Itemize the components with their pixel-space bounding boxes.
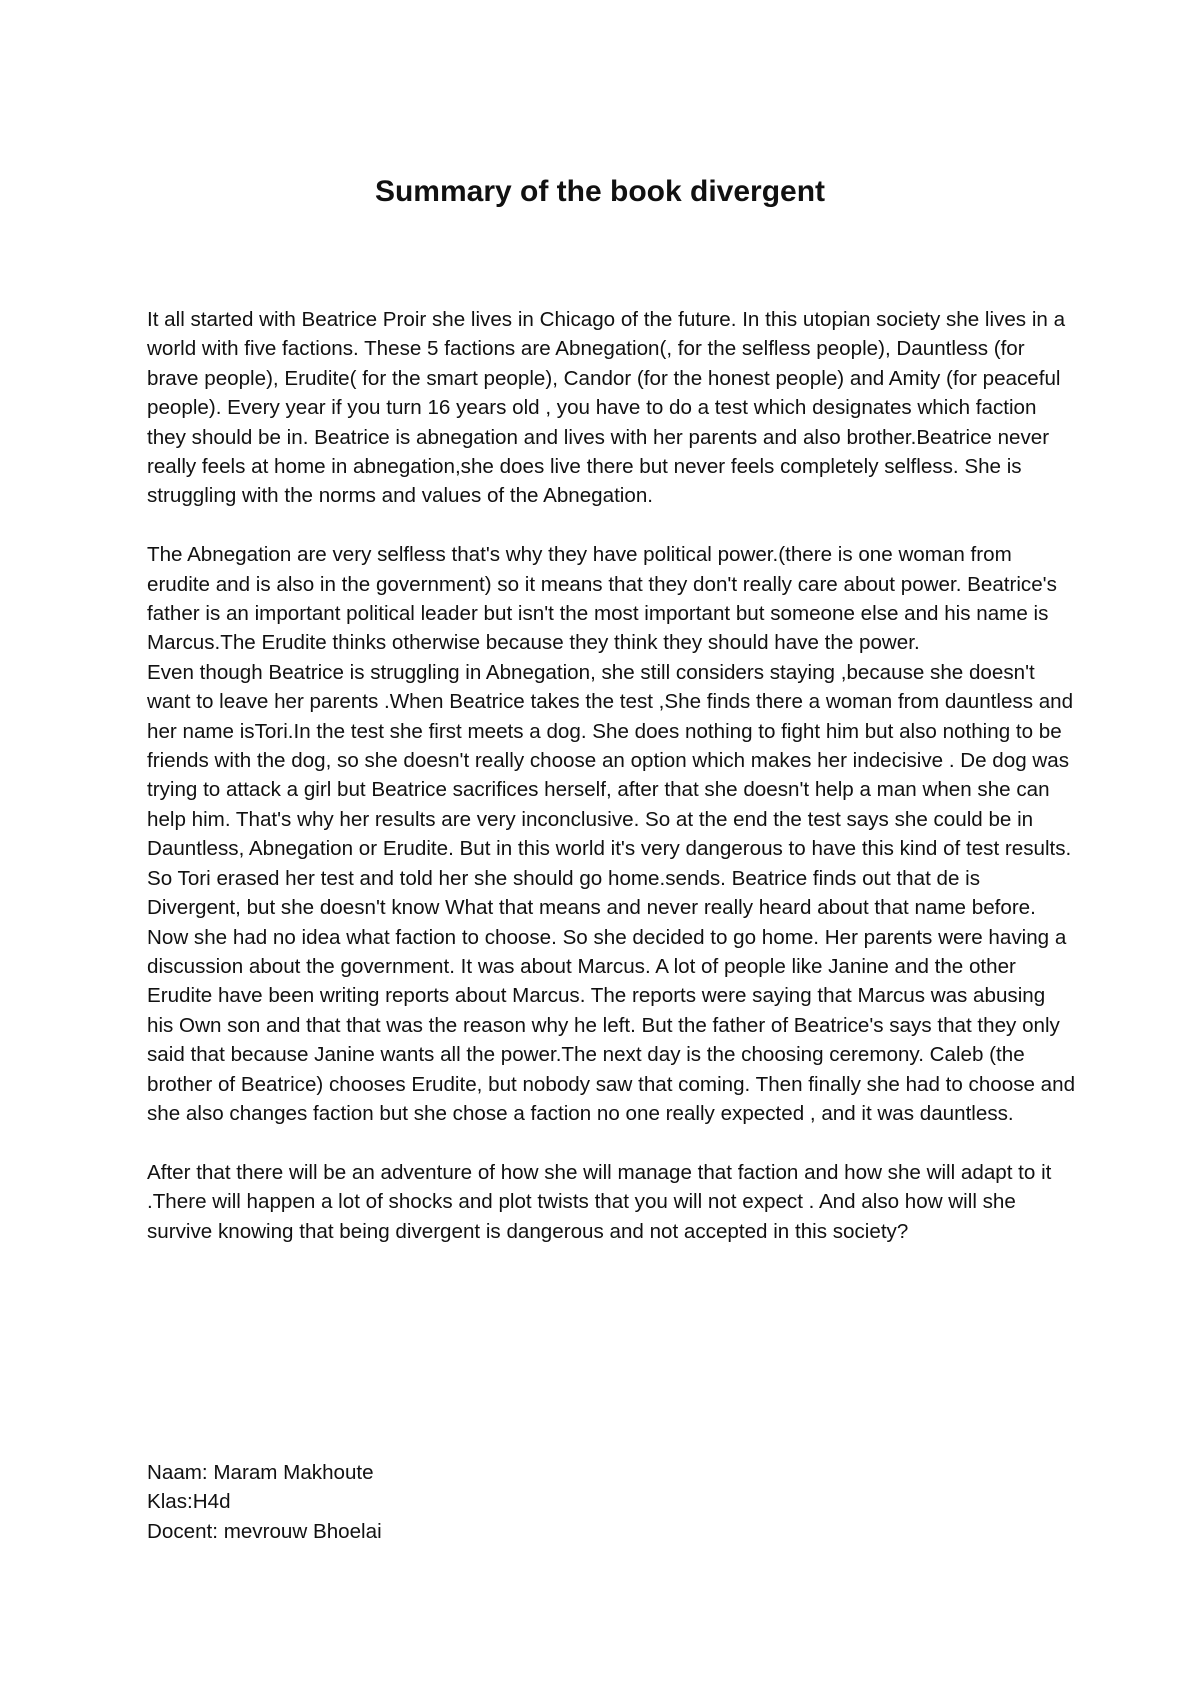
student-name: Naam: Maram Makhoute <box>147 1461 374 1484</box>
paragraph-intro: It all started with Beatrice Proir she lives in Chicago of the future. In this utopian society she lives in a world with five factions. These 5 factions are Abnegation(, for the selfless people), Dauntless (for brave people), Erudite( for the smart people), Candor (for the honest people) and Amity (for peaceful people). Every year if you turn 16 years old , you have to do a test which designates which faction they should be in. Beatrice is abnegation and lives with her parents and also brother.Beatrice never really feels at home in abnegation,she does live there but never feels completely selfless. She is struggling with the norms and values of the Abnegation. <box>147 308 1066 508</box>
document-title: Summary of the book divergent <box>374 175 826 208</box>
paragraph-abnegation: The Abnegation are very selfless that's why they have political power.(there is one woman from erudite and is also in the government) so it means that they don't really care about power. Beatrice's father is an important political leader but isn't the most important but someone else and his name is Marcus.The Erudite thinks otherwise because they think they should have the power. <box>147 543 1057 655</box>
teacher-name: Docent: mevrouw Bhoelai <box>147 1519 382 1543</box>
paragraph-test: Even though Beatrice is struggling in Abnegation, she still considers staying ,because she doesn't want to leave her parents .When Beatrice takes the test ,She finds there a woman from dauntless and her name isTori.In the test she first meets a dog. She does nothing to fight him but also nothing to be friends with the dog, so she doesn't really choose an option which makes her indecisive . De dog was trying to attack a girl but Beatrice sacrifices herself, after that she doesn't help a man when she can help him. That's why her results are very inconclusive. So at the end the test says she could be in Dauntless, Abnegation or Erudite. But in this world it's very dangerous to have this kind of test results. So Tori erased her test and told her she should go home.sends. Beatrice finds out that de is Divergent, but she doesn't know What that means and never really heard about that name before. Now she had no idea what faction to choose. So she decided to go home. Her parents were having a discussion about the government. It was about Marcus. A lot of people like Janine and the other Erudite have been writing reports about Marcus. The reports were saying that Marcus was abusing his Own son and that that was the reason why he left. But the father of Beatrice's says that they only said that because Janine wants all the power.The next day is the choosing ceremony. Caleb (the brother of Beatrice) chooses Erudite, but nobody saw that coming. Then finally she had to choose and she also changes faction but she chose a faction no one really expected , and it was dauntless. <box>147 660 1076 1125</box>
signature-block <box>147 1458 747 1546</box>
student-class: Klas:H4d <box>147 1490 231 1514</box>
document-body <box>147 305 1077 1246</box>
paragraph-conclusion: After that there will be an adventure of how she will manage that faction and how she will adapt to it .There will happen a lot of shocks and plot twists that you will not expect . And also how will she survive knowing that being divergent is dangerous and not accepted in this society? <box>147 1160 1052 1243</box>
